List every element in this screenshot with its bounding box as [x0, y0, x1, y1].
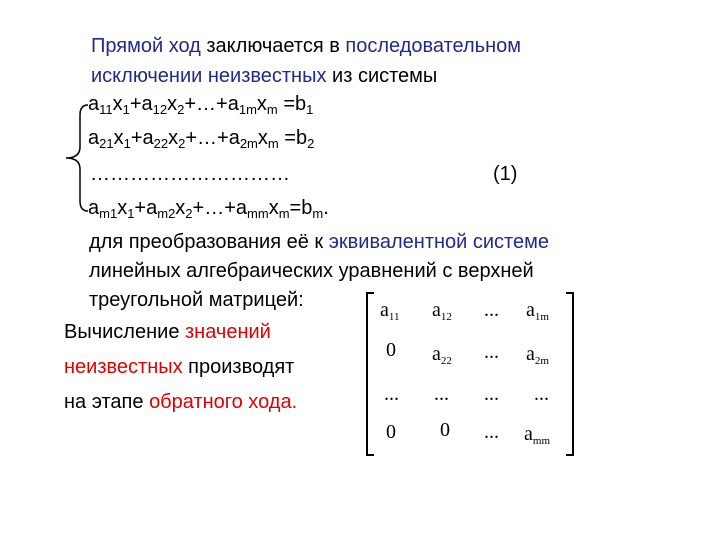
- equation-m: $a_{m1}x_1+a_{m2}x_2+\dots+a_{mm}x_m=b_m$.: [88, 197, 329, 221]
- matrix-cell-4-2: 0: [440, 419, 450, 441]
- text-sequential: последовательном: [345, 35, 521, 57]
- system-brace: [60, 103, 90, 213]
- matrix-cell-3-1: ...: [384, 383, 399, 405]
- matrix-cell-2-2: $a_{22}$: [432, 343, 452, 367]
- transform-line-1: для преобразования её к эквивалентной системе: [89, 231, 549, 253]
- matrix-cell-3-3: ...: [484, 383, 499, 405]
- text-elimination: исключении неизвестных: [91, 65, 327, 87]
- matrix-cell-4-3: ...: [484, 421, 499, 443]
- text-in: в: [323, 35, 346, 57]
- matrix-cell-1-4: $a_{1m}$: [526, 299, 549, 323]
- back-line-1: Вычисление значений: [64, 321, 271, 343]
- upper-triangular-matrix: [366, 292, 574, 452]
- matrix-cell-3-2: ...: [434, 383, 449, 405]
- intro-line-2: [91, 64, 437, 88]
- text-equivalent-system: эквивалентной системе: [328, 231, 549, 253]
- text-forward-pass: Прямой ход: [91, 35, 207, 57]
- matrix-cell-1-2: $a_{12}$: [432, 299, 452, 323]
- matrix-cell-4-1: 0: [386, 421, 396, 443]
- matrix-cell-4-4: $a_{mm}$: [524, 423, 551, 447]
- matrix-cell-3-4: ...: [534, 383, 549, 405]
- transform-line-2: линейных алгебраических уравнений с верхней: [89, 260, 534, 282]
- equation-1: $a_{11}x_1+a_{12}x_2+\dots+a_{1m}x_m =b_1$: [88, 93, 314, 117]
- matrix-cell-1-3: ...: [484, 299, 499, 321]
- matrix-cell-2-4: $a_{2m}$: [526, 343, 549, 367]
- matrix-cell-1-1: $a_{11}$: [380, 299, 400, 323]
- text-unknowns: неизвестных: [64, 356, 183, 378]
- matrix-left-bracket: [366, 292, 374, 456]
- matrix-right-bracket: [566, 292, 574, 456]
- equation-dots: …………………………: [90, 163, 290, 185]
- back-line-2: неизвестных производят: [64, 356, 295, 378]
- equation-number: (1): [493, 163, 518, 185]
- intro-line-1: [91, 34, 521, 58]
- text-values: значений: [185, 321, 271, 343]
- text-consists: заключается: [206, 35, 324, 57]
- transform-line-3: треугольной матрицей:: [89, 289, 304, 311]
- back-line-3: на этапе обратного хода.: [64, 391, 298, 413]
- matrix-cell-2-1: 0: [386, 339, 396, 361]
- equation-2: $a_{21}x_1+a_{22}x_2+\dots+a_{2m}x_m =b_2$: [88, 127, 315, 151]
- text-back-pass: обратного хода.: [149, 391, 298, 413]
- matrix-cell-2-3: ...: [484, 341, 499, 363]
- text-from-system: из системы: [326, 65, 438, 87]
